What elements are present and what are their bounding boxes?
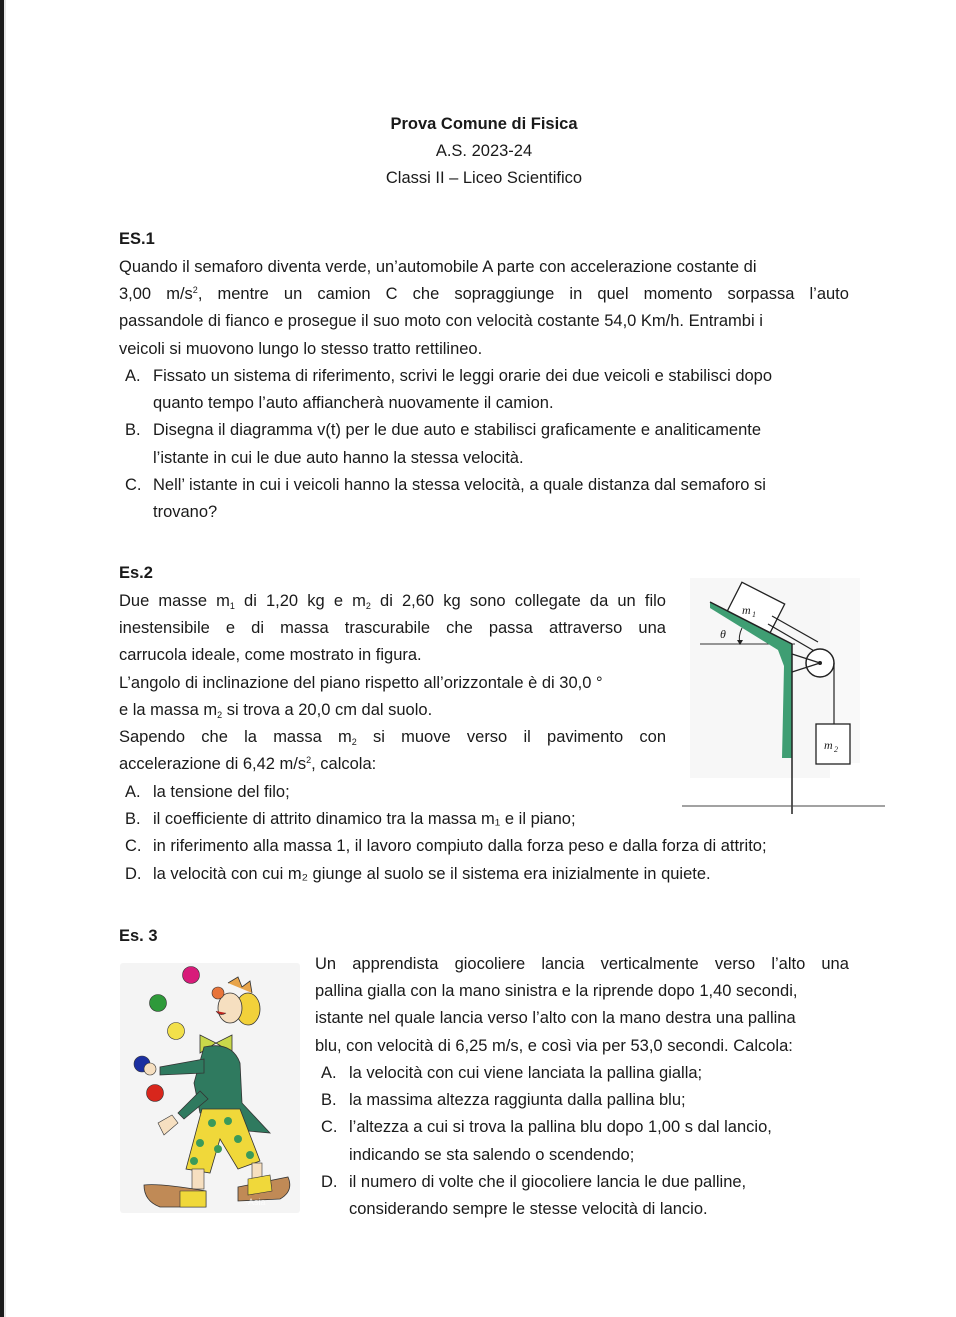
es3-intro	[315, 951, 849, 1060]
juggling-clown-illustration	[120, 963, 300, 1213]
es3-questions	[315, 1060, 849, 1223]
question-marker: C.	[125, 475, 142, 494]
es2-intro-line-4: L’angolo di inclinazione del piano rispetto all’orizzontale è di 30,0 °	[119, 673, 603, 692]
es3-intro-line-3: istante nel quale lancia verso l’alto con la mano destra una pallina	[315, 1009, 796, 1028]
es1-question-b: B. Disegna il diagramma v(t) per le due auto e stabilisci graficamente e analiticamente l’istante in cui le due auto hanno la stessa velocità.	[119, 417, 849, 471]
classes-line: Classi II – Liceo Scientifico	[385, 169, 583, 187]
es1-question-a: A. Fissato un sistema di riferimento, scrivi le leggi orarie dei due veicoli e stabilisci dopo quanto tempo l’auto affiancherà nuovamente il camion.	[119, 363, 849, 417]
question-marker: A.	[321, 1064, 337, 1082]
svg-text:Asia: Asia	[248, 1197, 266, 1207]
es3-question-d: D. il numero di volte che il giocoliere lancia le due palline, considerando sempre le stesse velocità di lancio.	[315, 1169, 849, 1223]
svg-text:1: 1	[752, 610, 756, 619]
svg-text:m: m	[742, 603, 751, 617]
es1-label: ES.1	[119, 230, 155, 248]
es2-label: Es.2	[119, 564, 153, 582]
es2-intro-line-1: Due masse $m_1$ di 1,20 kg e $m_2$ di 2,60 kg sono collegate da un filo	[119, 592, 666, 611]
es3-intro-line-2: pallina gialla con la mano sinistra e la riprende dopo 1,40 secondi,	[315, 982, 798, 1001]
es3-label: Es. 3	[119, 927, 158, 945]
question-marker: B.	[321, 1091, 337, 1110]
question-marker: D.	[321, 1172, 338, 1191]
question-marker: C.	[321, 1118, 338, 1137]
es3-question-c: C. l’altezza a cui si trova la pallina blu dopo 1,00 s dal lancio, indicando se sta salendo o scendendo;	[315, 1114, 849, 1168]
es2-intro-line-6: Sapendo che la massa $m_2$ si muove verso il pavimento con	[119, 728, 666, 748]
es1-intro-line-4: veicoli si muovono lungo lo stesso tratto rettilineo.	[119, 339, 483, 358]
question-marker: A.	[125, 783, 141, 801]
question-marker: D.	[125, 864, 142, 883]
question-marker: B.	[125, 810, 141, 829]
es1-intro	[119, 254, 849, 363]
svg-text:m: m	[824, 738, 833, 752]
es1-intro-line-2: 3,00 $m/s^2$, mentre un camion C che sopraggiunge in quel momento sorpassa l’auto	[119, 285, 849, 304]
question-marker: B.	[125, 421, 141, 440]
question-marker: A.	[125, 367, 141, 385]
es2-question-b: B. il coefficiente di attrito dinamico tra la massa m₁ e il piano;	[119, 806, 879, 833]
es2-intro-line-2: inestensibile e di massa trascurabile che passa attraverso una	[119, 619, 666, 638]
es1-intro-line-3: passandole di fianco e prosegue il suo moto con velocità costante 54,0 Km/h. Entrambi i	[119, 312, 763, 331]
es1-question-c: C. Nell’ istante in cui i veicoli hanno la stessa velocità, a quale distanza dal semaforo si trovano?	[119, 472, 849, 526]
document-title: Prova Comune di Fisica	[390, 115, 578, 133]
svg-text:2: 2	[834, 745, 838, 754]
es2-intro-line-7: accelerazione di 6,42 $m/s^2$, calcola:	[119, 755, 377, 774]
es2-question-c: C. in riferimento alla massa 1, il lavoro compiuto dalla forza peso e dalla forza di attrito;	[119, 833, 879, 860]
incline-pulley-figure	[680, 576, 888, 816]
question-marker: C.	[125, 837, 142, 856]
svg-text:θ: θ	[720, 627, 726, 641]
es1-intro-line-1: Quando il semaforo diventa verde, un’automobile A parte con accelerazione costante di	[119, 258, 757, 276]
es2-intro-line-5: e la massa $m_2$ si trova a 20,0 cm dal suolo.	[119, 700, 433, 720]
es2-intro	[119, 588, 666, 778]
es2-question-d: D. la velocità con cui m₂ giunge al suolo se il sistema era inizialmente in quiete.	[119, 861, 879, 888]
es2-intro-line-3: carrucola ideale, come mostrato in figura.	[119, 646, 422, 665]
es2-question-a: A. la tensione del filo;	[119, 779, 879, 806]
es3-question-a: A. la velocità con cui viene lanciata la pallina gialla;	[315, 1060, 849, 1087]
es3-intro-line-4: blu, con velocità di 6,25 m/s, e così via per 53,0 secondi. Calcola:	[315, 1036, 793, 1055]
es3-intro-line-1: Un apprendista giocoliere lancia verticalmente verso l’alto una	[315, 955, 849, 973]
school-year: A.S. 2023-24	[435, 142, 533, 160]
es1-questions	[119, 363, 849, 526]
es3-question-b: B. la massima altezza raggiunta dalla pallina blu;	[315, 1087, 849, 1114]
document-header	[0, 111, 956, 192]
